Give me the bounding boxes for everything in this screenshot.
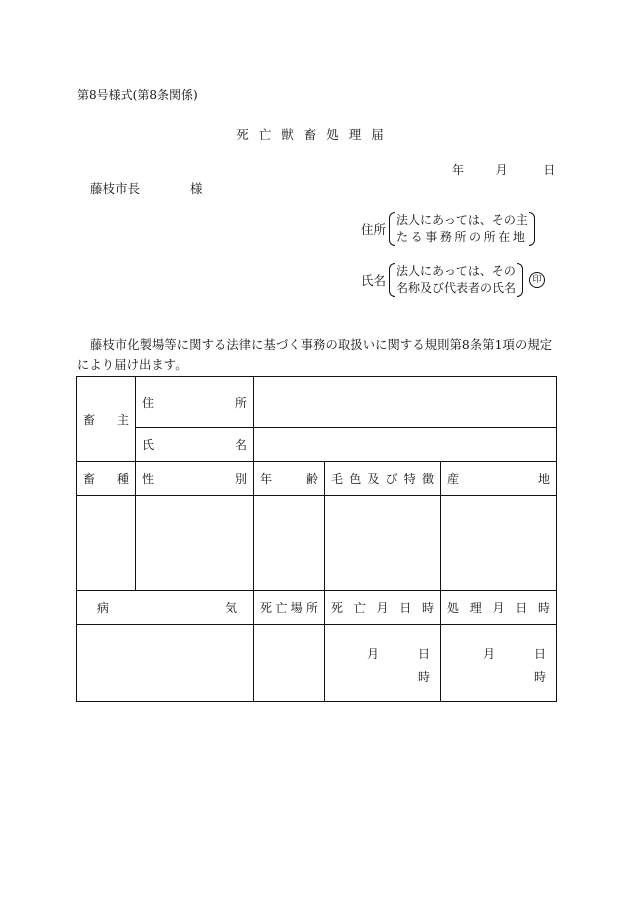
age-field[interactable] [254,496,325,591]
sex-header: 性 別 [136,462,254,496]
age-header: 年 齢 [254,462,325,496]
addressee-name: 藤枝市長 [90,181,141,196]
form-title: 死亡獣畜処理届 [236,127,394,142]
disposal-month-unit: 月 [483,647,496,661]
disease-header: 病 気 [77,591,254,625]
owner-header-cell: 畜 主 [77,377,136,462]
applicant-address-row [361,212,535,246]
date-month-unit: 月 [495,163,508,177]
applicant-name-row [361,263,545,297]
seal-mark: 印 [529,272,545,288]
origin-field[interactable] [441,496,557,591]
addressee [90,179,203,197]
death-datetime-header: 死 亡 月 日 時 [325,591,441,625]
features-header: 毛 色 及 び 特 徴 [325,462,441,496]
address-note-line2: たる事務所の所在地 [396,230,528,244]
species-header: 畜 種 [77,462,136,496]
death-place-header: 死 亡 場 所 [254,591,325,625]
disposal-hour-unit: 時 [534,670,547,684]
body-text: 藤枝市化製場等に関する法律に基づく事務の取扱いに関する規則第8条第1項の規定により届け出ます。 [77,338,553,372]
date-year-unit: 年 [452,163,465,177]
address-label: 住所 [361,222,387,237]
owner-address-field[interactable] [254,377,557,428]
species-field[interactable] [77,496,136,591]
owner-name-field[interactable] [254,428,557,462]
disposal-datetime-header: 処 理 月 日 時 [441,591,557,625]
death-datetime-field[interactable] [325,625,441,702]
disease-field[interactable] [77,625,254,702]
owner-address-label-cell: 住 所 [136,377,254,428]
addressee-honorific: 様 [190,181,203,196]
disposal-datetime-field[interactable] [441,625,557,702]
name-note-line1: 法人にあっては、その [396,264,516,278]
form-number: 第8号様式(第8条関係) [77,88,198,102]
name-note [389,263,523,297]
date-line [452,161,555,178]
death-day-unit: 日 [417,647,430,661]
date-day-unit: 日 [543,163,556,177]
death-place-field[interactable] [254,625,325,702]
report-table [76,376,557,702]
origin-header: 産 地 [441,462,557,496]
name-note-line2: 名称及び代表者の氏名 [396,281,517,295]
address-note-line1: 法人にあっては、その主 [396,213,528,227]
name-label: 氏名 [361,273,387,288]
sex-field[interactable] [136,496,254,591]
address-note [389,212,535,246]
death-hour-unit: 時 [417,670,430,684]
owner-name-label-cell: 氏 名 [136,428,254,462]
disposal-day-unit: 日 [534,647,547,661]
features-field[interactable] [325,496,441,591]
death-month-unit: 月 [367,647,380,661]
